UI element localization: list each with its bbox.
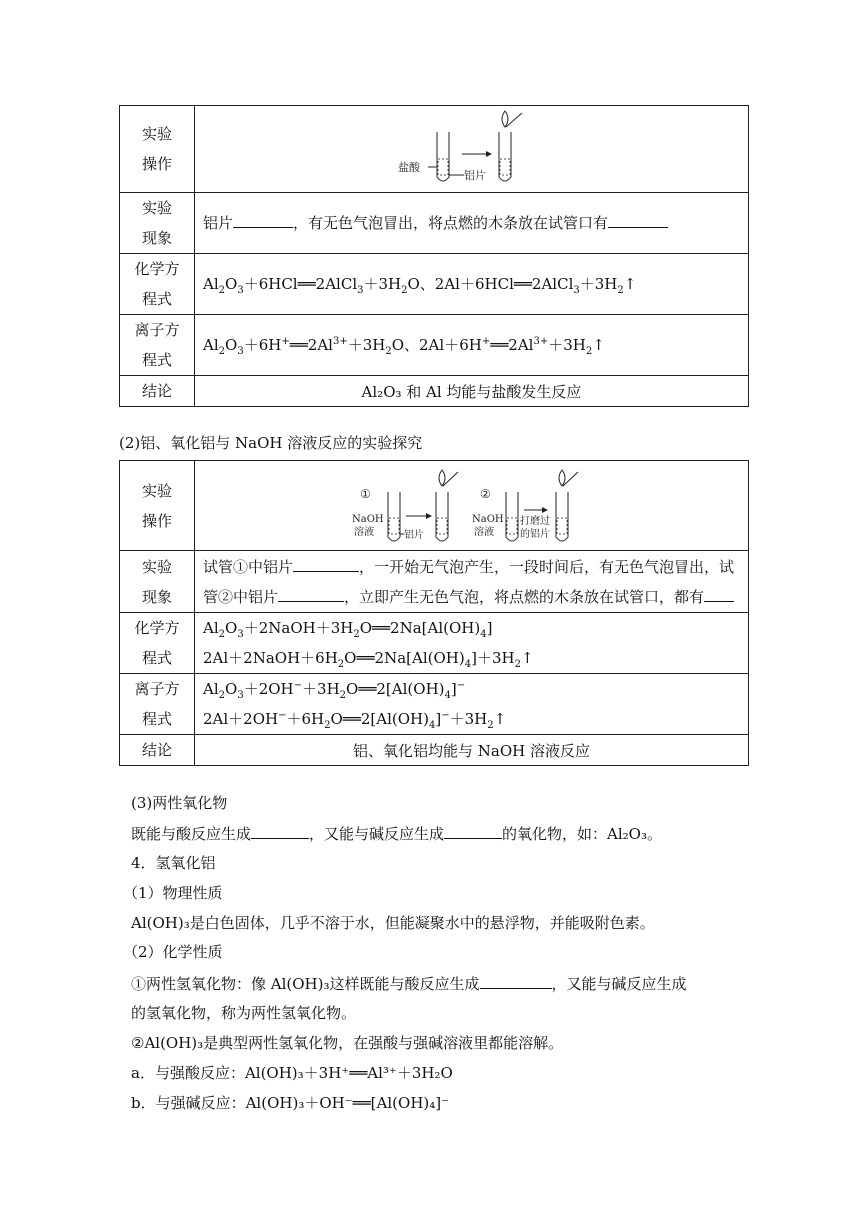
section4-1-text: Al(OH)₃是白色固体，几乎不溶于水，但能凝聚水中的悬浮物，并能吸附色素。 — [131, 914, 655, 932]
label-ion-equation: 离子方 程式 — [120, 674, 195, 735]
table-al-hcl — [119, 105, 749, 407]
answer-blank[interactable] — [251, 822, 309, 839]
section4-2-title: （2）化学性质 — [123, 943, 223, 961]
test-tube-diagram — [382, 107, 562, 192]
svg-text:的铝片: 的铝片 — [519, 528, 550, 540]
answer-blank[interactable] — [233, 211, 293, 228]
svg-text:NaOH: NaOH — [471, 513, 504, 525]
figure-al-naoh — [195, 461, 749, 551]
svg-text:溶液: 溶液 — [353, 526, 374, 538]
label-phenomenon: 实验 现象 — [120, 551, 195, 613]
svg-text:溶液: 溶液 — [473, 526, 494, 538]
section4-2-d: b．与强碱反应：Al(OH)₃＋OH⁻══[Al(OH)₄]⁻ — [131, 1094, 450, 1112]
chem-equation: $Al_2O_3+6HCl══2AlCl_3+3H_2O$、$2Al+6HCl══2AlCl_3+3H_2↑$ — [195, 254, 749, 315]
label-chem-equation: 化学方 程式 — [120, 254, 195, 315]
section4-2-c: a．与强酸反应：Al(OH)₃＋3H⁺══Al³⁺＋3H₂O — [131, 1064, 453, 1082]
label-operation: 实验 操作 — [120, 106, 195, 193]
conclusion-text: Al₂O₃ 和 Al 均能与盐酸发生反应 — [195, 376, 749, 407]
label-chem-equation: 化学方 程式 — [120, 613, 195, 674]
answer-blank[interactable] — [293, 555, 359, 572]
chem-equation: $Al_2O_3+2NaOH+3H_2O══2Na[Al(OH)_4]$ $2Al+2NaOH+6H_2O══2Na[Al(OH)_4]+3H_2↑$ — [195, 613, 749, 674]
label-conclusion: 结论 — [120, 735, 195, 766]
svg-text:②: ② — [479, 486, 491, 501]
label-ion-equation: 离子方 程式 — [120, 315, 195, 376]
section4-2-a: ①两性氢氧化物：像 Al(OH)₃这样既能与酸反应生成 ，又能与碱反应生成 — [131, 972, 687, 994]
section4-1-title: （1）物理性质 — [123, 884, 223, 902]
answer-blank[interactable] — [444, 822, 502, 839]
section4-title: 4．氢氧化铝 — [131, 854, 216, 872]
section3-line: 既能与酸反应生成 ，又能与碱反应生成 的氧化物，如：Al₂O₃。 — [131, 822, 662, 844]
answer-blank[interactable] — [480, 972, 552, 989]
section2-title: (2)铝、氧化铝与 NaOH 溶液反应的实验探究 — [119, 434, 423, 452]
conclusion-text: 铝、氧化铝均能与 NaOH 溶液反应 — [195, 735, 749, 766]
table-al-naoh — [119, 460, 749, 766]
label-conclusion: 结论 — [120, 376, 195, 407]
answer-blank[interactable] — [608, 211, 668, 228]
answer-blank[interactable] — [704, 585, 734, 602]
answer-blank[interactable] — [278, 585, 344, 602]
section3-title: (3)两性氧化物 — [131, 794, 228, 812]
label-operation: 实验 操作 — [120, 461, 195, 551]
section4-2-b: ②Al(OH)₃是典型两性氢氧化物，在强酸与强碱溶液里都能溶解。 — [131, 1034, 564, 1052]
svg-text:铝片: 铝片 — [403, 529, 424, 541]
svg-text:铝片: 铝片 — [463, 168, 486, 182]
svg-text:NaOH: NaOH — [351, 513, 384, 525]
naoh-tube-diagram — [352, 462, 592, 550]
section4-2-a-cont: 的氢氧化物，称为两性氢氧化物。 — [131, 1004, 357, 1022]
phenomenon-text: 铝片 ，有无色气泡冒出，将点燃的木条放在试管口有 — [195, 193, 749, 254]
svg-text:打磨过: 打磨过 — [519, 515, 550, 527]
label-phenomenon: 实验 现象 — [120, 193, 195, 254]
figure-al-hcl — [195, 106, 749, 193]
ion-equation: $Al_2O_3+2OH^-+3H_2O══2[Al(OH)_4]^-$ $2Al+2OH^-+6H_2O══2[Al(OH)_4]^-+3H_2↑$ — [195, 674, 749, 735]
svg-text:①: ① — [359, 486, 371, 501]
phenomenon-text: 试管①中铝片 ，一开始无气泡产生，一段时间后，有无色气泡冒出，试 管②中铝片 ，立即产生无色气泡，将点燃的木条放在试管口，都有 — [195, 551, 749, 613]
ion-equation: $Al_2O_3+6H^+══2Al^{3+}+3H_2O$、$2Al+6H^+══2Al^{3+}+3H_2↑$ — [195, 315, 749, 376]
svg-text:盐酸: 盐酸 — [397, 160, 420, 174]
